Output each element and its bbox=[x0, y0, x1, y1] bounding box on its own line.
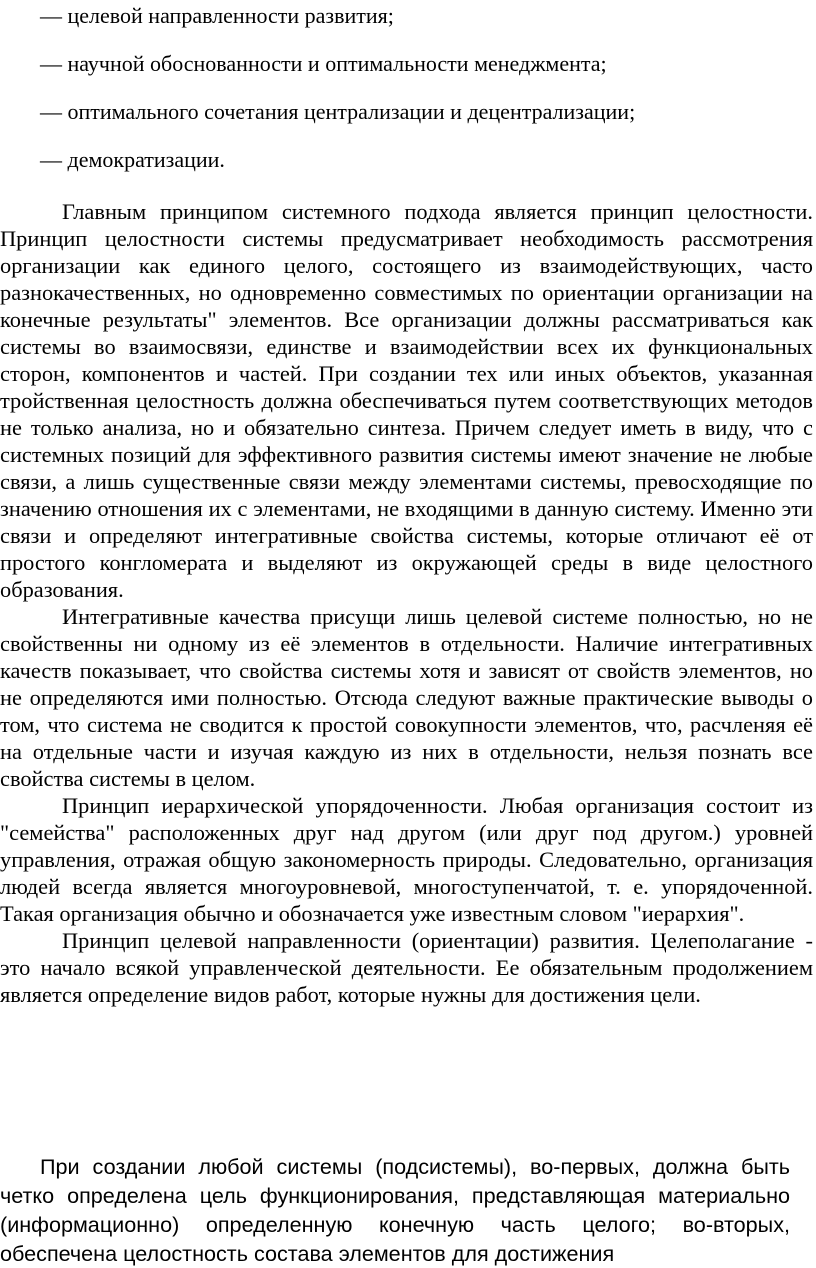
list-item: — оптимального сочетания централизации и децентрализации; bbox=[40, 99, 636, 124]
paragraph-system-creation: При создании любой системы (подсистемы), во-первых, должна быть четко определена цель функционирования, представляющая материально (информационно) определенную конечную часть целого; во-вторых, обеспечена целостность состава элементов для достижения bbox=[0, 1154, 790, 1266]
body-text bbox=[0, 198, 813, 1008]
paragraph-integrative-qualities: Интегративные качества присущи лишь целевой системе полностью, но не свойственны ни одному из её элементов в отдельности. Наличие интегративных качеств показывает, что свойства системы хотя и зависят от свойств элементов, но не определяются ими полностью. Отсюда следуют важные практические выводы о том, что система не сводится к простой совокупности элементов, что, расчленяя её на отдельные части и изучая каждую из них в отдельности, нельзя познать все свойства системы в целом. bbox=[0, 604, 813, 791]
tail-text bbox=[0, 1152, 790, 1268]
list-item: — демократизации. bbox=[40, 147, 225, 172]
list-item: — научной обоснованности и оптимальности менеджмента; bbox=[40, 51, 607, 76]
paragraph-hierarchy: Принцип иерархической упорядоченности. Любая организация состоит из "семейства" расположенных друг над другом (или друг под другом.) уровней управления, отражая общую закономерность природы. Следовательно, организация людей всегда является многоуровневой, многоступенчатой, т. е. упорядоченной. Такая организация обычно и обозначается уже известным словом "иерархия". bbox=[0, 793, 813, 926]
list-item: — целевой направленности развития; bbox=[40, 3, 394, 28]
principles-list bbox=[40, 0, 800, 192]
paragraph-goal-orientation: Принцип целевой направленности (ориентации) развития. Целеполагание - это начало всякой управленческой деятельности. Ее обязательным продолжением является определение видов работ, которые нужны для достижения цели. bbox=[0, 928, 813, 1007]
paragraph-integrity: Главным принципом системного подхода является принцип целостности. Принцип целостности системы предусматривает необходимость рассмотрения организации как единого целого, состоящего из взаимодействующих, часто разнокачественных, но одновременно совместимых по ориентации организации на конечные результаты" элементов. Все организации должны рассматриваться как системы во взаимосвязи, единстве и взаимодействии всех их функциональных сторон, компонентов и частей. При создании тех или иных объектов, указанная тройственная целостность должна обеспечиваться путем соответствующих методов не только анализа, но и обязательно синтеза. Причем следует иметь в виду, что с системных позиций для эффективного развития системы имеют значение не любые связи, а лишь существенные связи между элементами системы, превосходящие по значению отношения их с элементами, не входящими в данную систему. Именно эти связи и определяют интегративные свойства системы, которые отличают её от простого конгломерата и выделяют из окружающей среды в виде целостного образования. bbox=[0, 199, 813, 602]
